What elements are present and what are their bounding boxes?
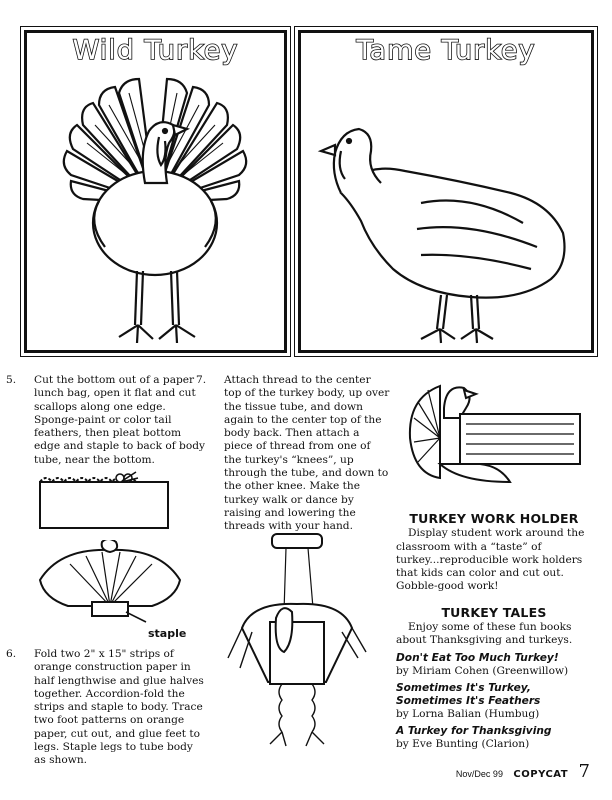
step-5-number: 5. (6, 374, 17, 386)
book-author: by Lorna Balian (Humbug) (396, 707, 540, 720)
right-column (396, 512, 592, 755)
step-6-block (6, 648, 205, 768)
step-5 (6, 374, 205, 467)
tame-turkey-illustration (301, 33, 591, 350)
book-title: Don't Eat Too Much Turkey! (396, 651, 559, 664)
wild-turkey-title: Wild Turkey (72, 35, 239, 66)
work-holder-text: Display student work around the classroom with a “taste” of turkey...reproducible work holders that kids can color and cut out. Gobble-good work! (396, 527, 585, 593)
book-author: by Miriam Cohen (Greenwillow) (396, 664, 569, 677)
tame-turkey-panel (298, 30, 594, 353)
brand-logo-text: COPYCAT (513, 769, 569, 780)
dancing-turkey-illustration (222, 532, 372, 762)
wild-turkey-illustration (27, 33, 284, 350)
staple-label: staple (148, 627, 187, 640)
page-footer (456, 761, 590, 782)
step-7-text: Attach thread to the center top of the turkey body, up over the tissue tube, and down again to the center top of the body back. Then attach a piece of thread from one of the turkey's “knees”, up through the tube, and down to the other knee. Make the turkey walk or dance by raising and lowering the threads with your hand. (224, 374, 390, 533)
book-author: by Eve Bunting (Clarion) (396, 737, 530, 750)
issue-date: Nov/Dec 99 (455, 769, 503, 779)
book-list (396, 652, 592, 751)
step-7-number: 7. (196, 374, 207, 386)
step-6-number: 6. (6, 648, 17, 660)
step-5-text: Cut the bottom out of a paper lunch bag, open it flat and cut scallops along one edge. Sponge-paint or color tail feathers, then pleat bottom edge and staple to back of body tube, near the bottom. (34, 374, 205, 466)
book-title: A Turkey for Thanksgiving (396, 724, 552, 737)
work-holder-illustration (400, 378, 590, 496)
step-6 (6, 648, 205, 768)
work-holder-heading: TURKEY WORK HOLDER (409, 511, 579, 526)
turkey-tail-illustration (30, 540, 220, 630)
turkey-tales-intro: Enjoy some of these fun books about Thanksgiving and turkeys. (396, 621, 573, 647)
middle-column (196, 374, 390, 534)
paper-bag-illustration (22, 468, 212, 548)
turkey-tales-heading: TURKEY TALES (441, 604, 547, 620)
tame-turkey-title: Tame Turkey (356, 35, 536, 66)
step-7 (196, 374, 390, 534)
wild-turkey-panel (24, 30, 287, 353)
page-number: 7 (578, 761, 590, 782)
step-6-text: Fold two 2" x 15" strips of orange construction paper in half lengthwise and glue halves together. Accordion-fold the strips and staple to body. Trace two foot patterns on orange paper, cut out, and glue feet to legs. Staple legs to tube body as shown. (34, 648, 204, 767)
book-title: Sometimes It's Turkey, Sometimes It's Feathers (396, 681, 541, 707)
left-column (6, 374, 205, 467)
